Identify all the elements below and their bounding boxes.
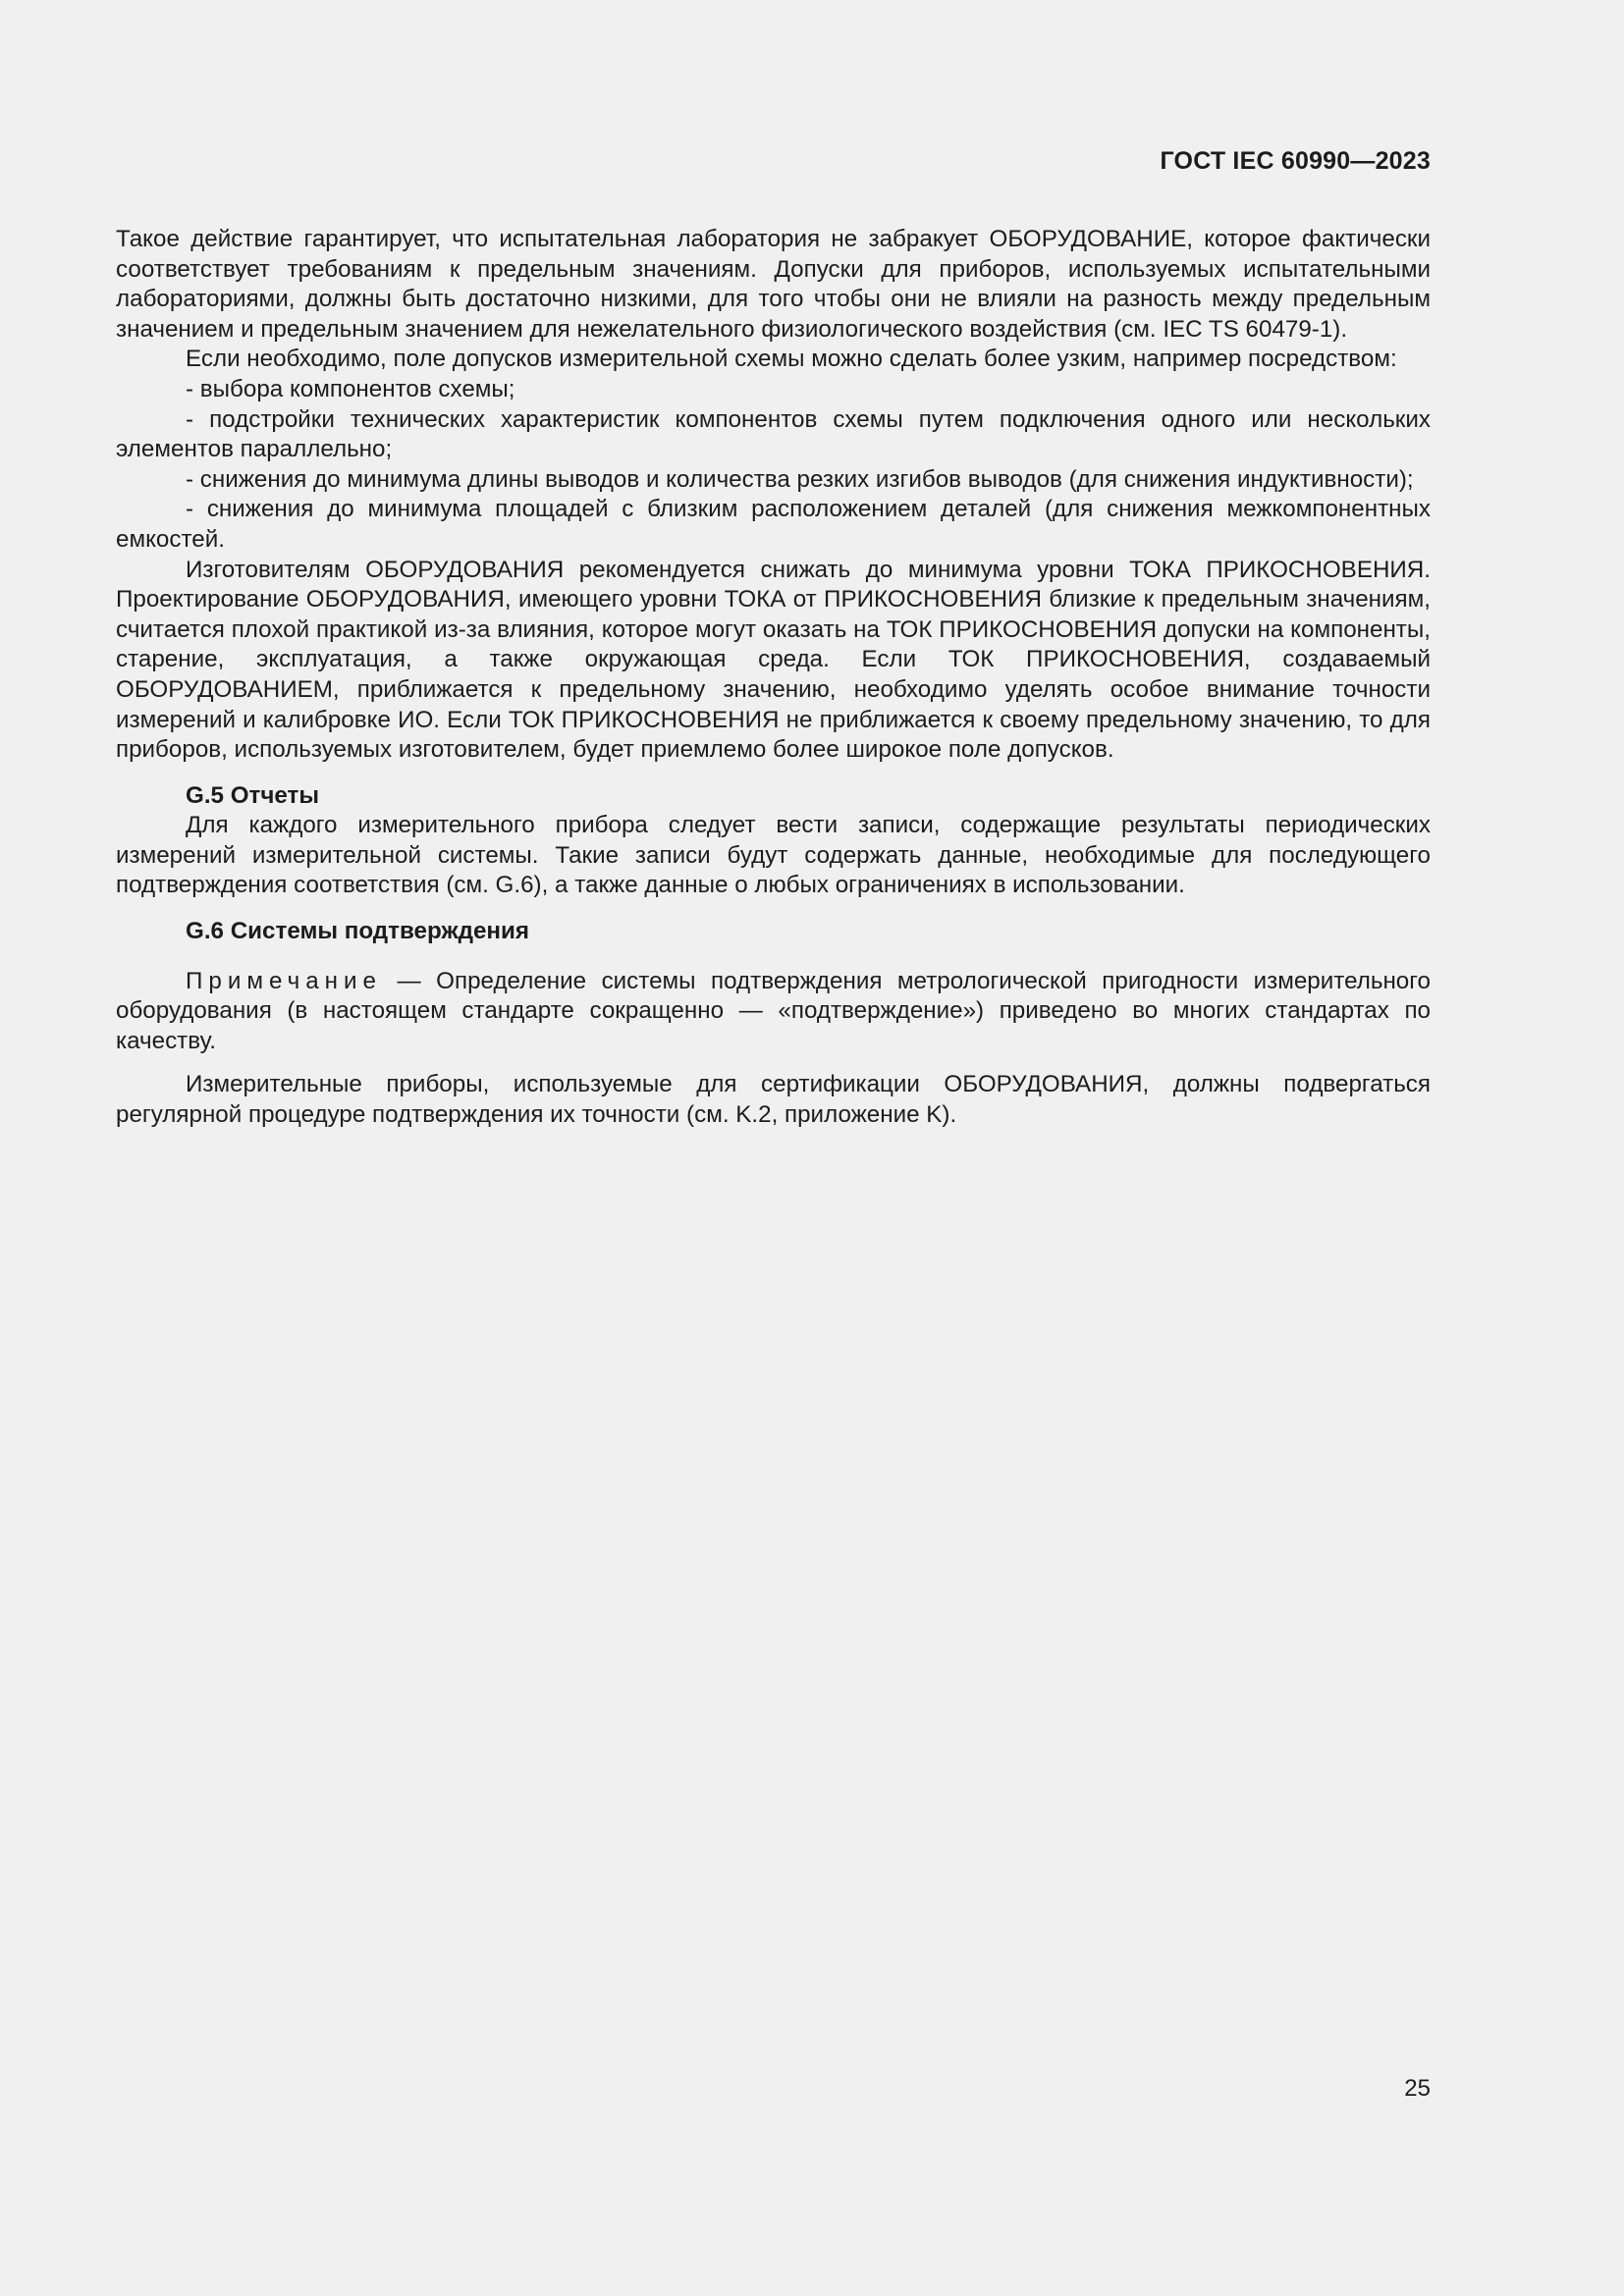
paragraph-tolerance: Если необходимо, поле допусков измерительной схемы можно сделать более узким, например посредством: bbox=[186, 346, 1397, 373]
list-item: - снижения до минимума длины выводов и количества резких изгибов выводов (для снижения индуктивности); bbox=[186, 465, 1414, 493]
paragraph-g6: Измерительные приборы, используемые для сертификации ОБОРУДОВАНИЯ, должны подвергаться регулярной процедуре подтверждения их точности (см. K.2, приложение K). bbox=[116, 1071, 1431, 1129]
paragraph-manufacturers: Изготовителям ОБОРУДОВАНИЯ рекомендуется снижать до минимума уровни ТОКА ПРИКОСНОВЕНИЯ. Проектирование ОБОРУДОВАНИЯ, имеющего уровни ТОКА от ПРИКОСНОВЕНИЯ близкие к предельным значениям, считается плохой практикой из-за влияния, которое могут оказать на ТОК ПРИКОСНОВЕНИЯ допуски на компоненты, старение, эксплуатация, а также окружающая среда. Если ТОК ПРИКОСНОВЕНИЯ, создаваемый ОБОРУДОВАНИЕМ, приближается к предельному значению, необходимо уделять особое внимание точности измерений и калибровке ИО. Если ТОК ПРИКОСНОВЕНИЯ не приближается к своему предельному значению, то для приборов, используемых изготовителем, будет приемлемо более широкое поле допусков. bbox=[116, 556, 1431, 764]
note-paragraph bbox=[116, 967, 1431, 1057]
list-item: - снижения до минимума площадей с близким расположением деталей (для снижения межкомпонентных емкостей. bbox=[116, 496, 1431, 553]
paragraph-g5: Для каждого измерительного прибора следует вести записи, содержащие результаты периодических измерений измерительной системы. Такие записи будут содержать данные, необходимые для последующего подтверждения соответствия (см. G.6), а также данные о любых ограничениях в использовании. bbox=[116, 812, 1431, 899]
document-page bbox=[116, 0, 1431, 2296]
list-item: - подстройки технических характеристик компонентов схемы путем подключения одного или нескольких элементов параллельно; bbox=[116, 405, 1431, 463]
section-heading-g6: G.6 Системы подтверждения bbox=[186, 918, 530, 945]
page-number: 25 bbox=[1404, 2075, 1431, 2102]
document-header: ГОСТ IEC 60990—2023 bbox=[1160, 147, 1431, 175]
note-label: Примечание bbox=[186, 967, 382, 994]
section-heading-g5: G.5 Отчеты bbox=[186, 781, 320, 809]
list-item: - выбора компонентов схемы; bbox=[186, 375, 515, 402]
note-text: — Определение системы подтверждения метрологической пригодности измерительного оборудования (в настоящем стандарте сокращенно — «подтверждение») приведено во многих стандартах по качеству. bbox=[116, 967, 1431, 1054]
paragraph-intro: Такое действие гарантирует, что испытательная лаборатория не забракует ОБОРУДОВАНИЕ, которое фактически соответствует требованиям к предельным значениям. Допуски для приборов, используемых испытательными лабораториями, должны быть достаточно низкими, для того чтобы они не влияли на разность между предельным значением и предельным значением для нежелательного физиологического воздействия (см. IEC TS 60479-1). bbox=[116, 226, 1431, 343]
document-body bbox=[116, 225, 1431, 1131]
